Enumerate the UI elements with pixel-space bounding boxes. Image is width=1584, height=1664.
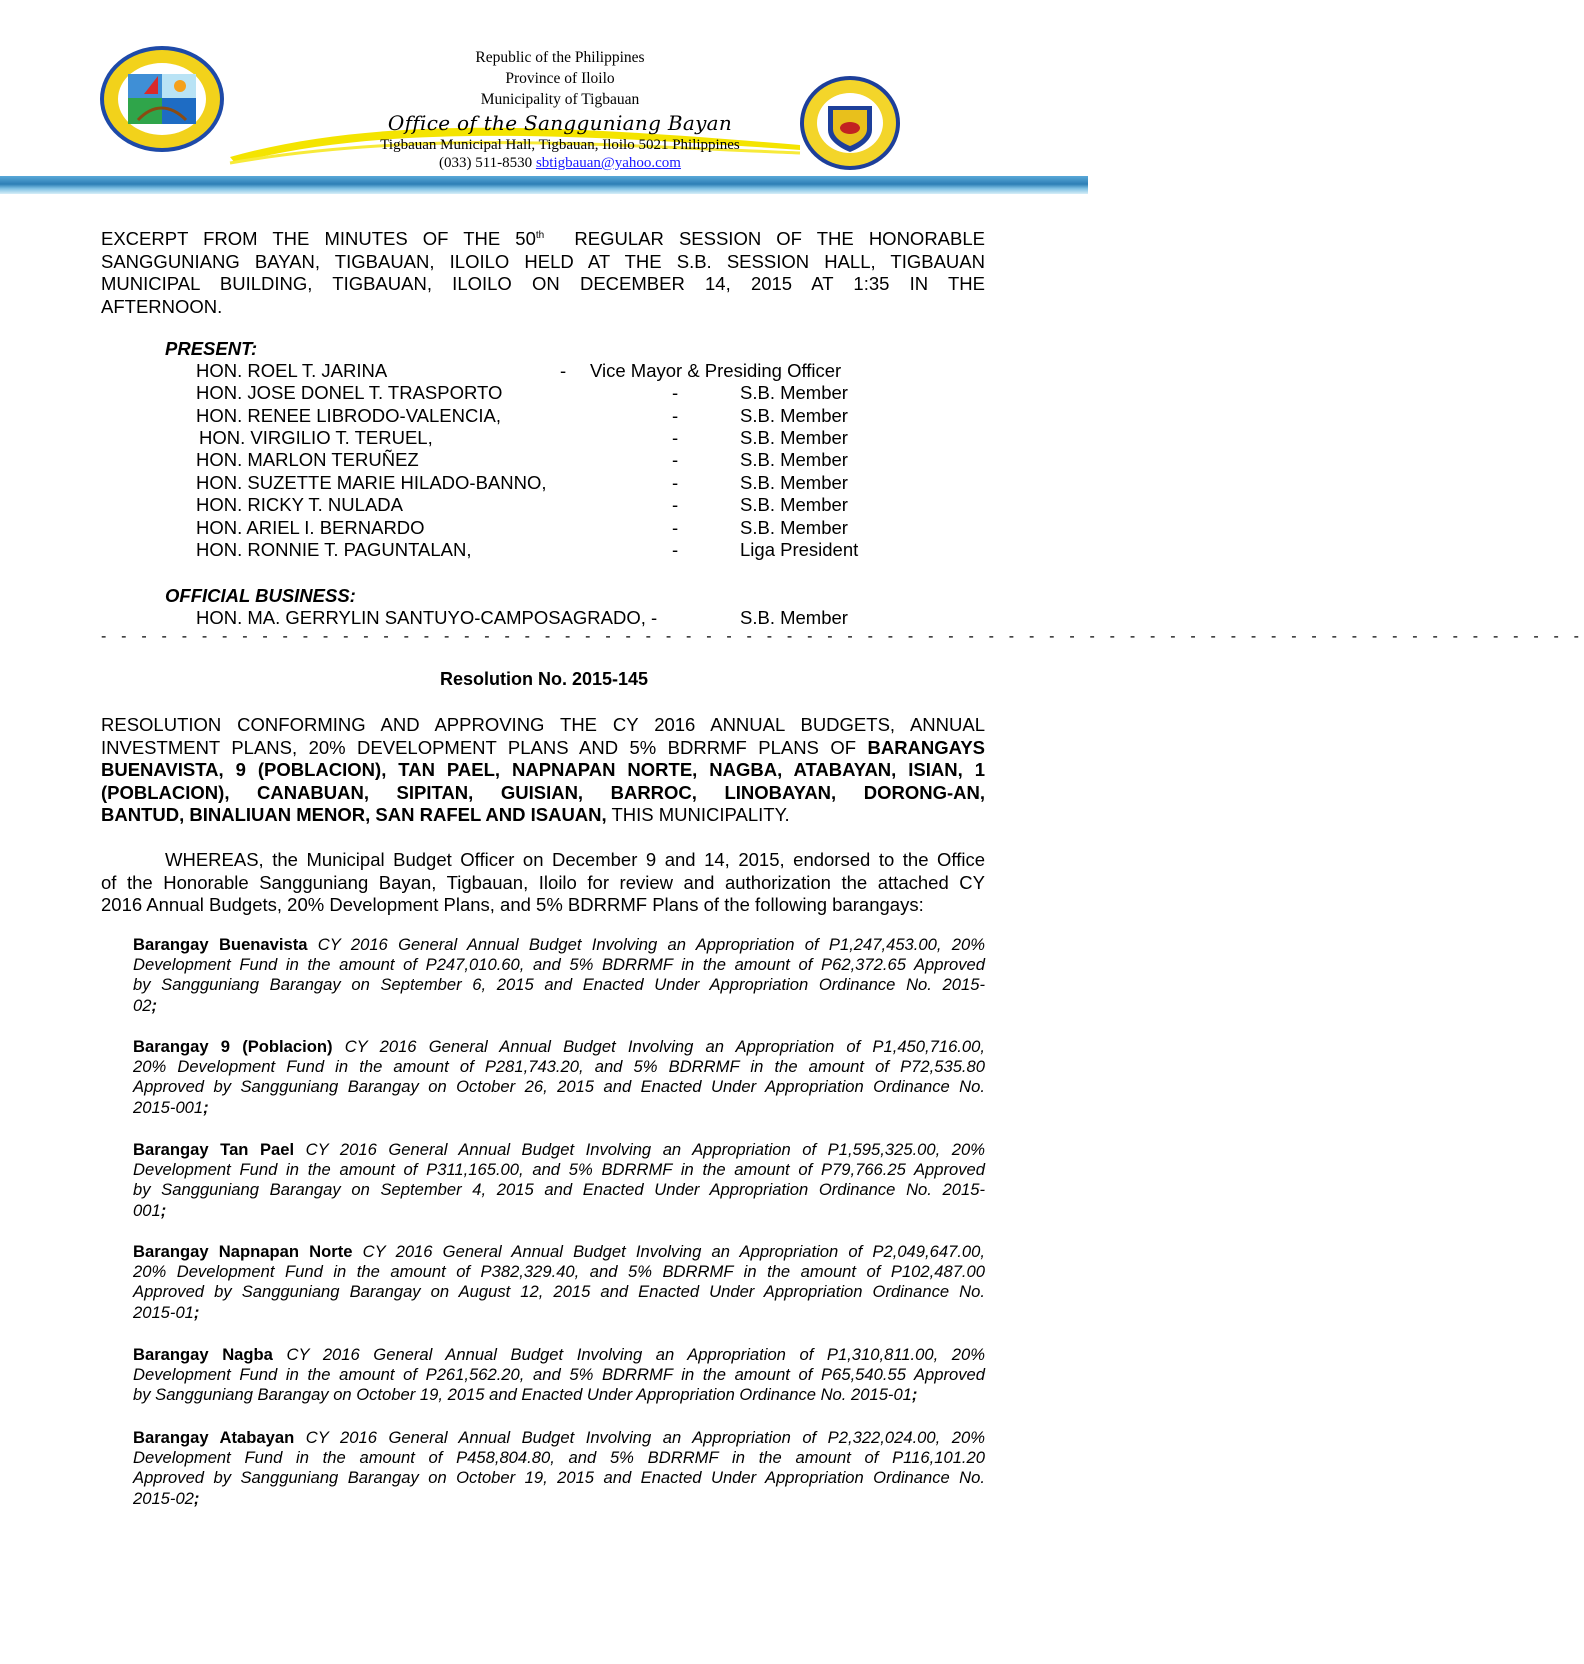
entry-text: CY 2016 General Annual Budget Involving an Appropriation of P1,595,325.00, 20%	[294, 1140, 985, 1159]
header-contact	[300, 154, 820, 172]
excerpt-line: SANGGUNIANG BAYAN, TIGBAUAN, ILOILO HELD AT THE S.B. SESSION HALL, TIGBAUAN	[101, 250, 985, 272]
office-title: Office of the Sangguniang Bayan	[387, 111, 733, 135]
excerpt-line: EXCERPT FROM THE MINUTES OF THE 50th REGULAR SESSION OF THE HONORABLE	[101, 228, 985, 250]
whereas-line: WHEREAS, the Municipal Budget Officer on December 9 and 14, 2015, endorsed to the Office	[165, 849, 985, 870]
entry-line: Development Fund in the amount of P311,165.00, and 5% BDRRMF in the amount of P79,766.25 Approved	[133, 1160, 985, 1180]
entry-terminator: ;	[151, 995, 157, 1015]
header-email-link[interactable]: sbtigbauan@yahoo.com	[535, 155, 681, 171]
entry-line: Approved by Sangguniang Barangay on October 19, 2015 and Enacted Under Appropriation Ordinance No.	[133, 1468, 985, 1488]
entry-line	[133, 1140, 985, 1160]
whereas-paragraph	[101, 849, 985, 917]
barangay-entry	[133, 1140, 985, 1221]
barangay-entry	[133, 1428, 985, 1509]
member-dash: -	[560, 360, 567, 381]
entry-text: by Sangguniang Barangay on October 19, 2015 and Enacted Under Appropriation Ordinance No. 2015-01	[133, 1385, 912, 1405]
entry-terminator: ;	[193, 1302, 200, 1322]
entry-line: 20% Development Fund in the amount of P281,743.20, and 5% BDRRMF in the amount of P72,535.80	[133, 1057, 985, 1077]
entry-line	[133, 935, 985, 955]
barangay-entry	[133, 1242, 985, 1323]
entry-line: Development Fund in the amount of P261,562.20, and 5% BDRRMF in the amount of P65,540.55 Approved	[133, 1365, 985, 1385]
header-rule	[0, 176, 1088, 194]
barangay-name: Barangay Nagba	[133, 1345, 273, 1364]
member-dash: -	[672, 494, 679, 515]
entry-text: CY 2016 General Annual Budget Involving an Appropriation of P1,310,811.00, 20%	[272, 1345, 986, 1364]
official-business-heading: OFFICIAL BUSINESS:	[165, 585, 356, 606]
entry-terminator: ;	[160, 1200, 167, 1220]
barangay-name: Barangay Napnapan Norte	[133, 1242, 353, 1261]
entry-text: 2015-001	[133, 1097, 204, 1117]
entry-text: CY 2016 General Annual Budget Involving an Appropriation of P1,450,716.00,	[332, 1037, 985, 1056]
entry-line	[133, 1345, 985, 1365]
member-name: HON. VIRGILIO T. TERUEL,	[199, 427, 433, 448]
barangay-name: Barangay 9 (Poblacion)	[133, 1037, 333, 1056]
title-line: (POBLACION), CANABUAN, SIPITAN, GUISIAN, BARROC, LINOBAYAN, DORONG-AN,	[101, 781, 985, 803]
member-role: Vice Mayor & Presiding Officer	[590, 360, 842, 381]
entry-line	[133, 1037, 985, 1057]
header-municipality: Municipality of Tigbauan	[480, 91, 640, 108]
entry-line	[133, 1242, 985, 1262]
entry-line	[133, 1098, 209, 1117]
entry-text: CY 2016 General Annual Budget Involving an Appropriation of P1,247,453.00, 20%	[307, 935, 985, 954]
excerpt-paragraph	[101, 225, 985, 318]
barangay-name: Barangay Atabayan	[133, 1428, 295, 1447]
member-name: HON. RICKY T. NULADA	[196, 494, 403, 515]
header-republic: Republic of the Philippines	[475, 49, 645, 66]
member-name: HON. ARIEL I. BERNARDO	[196, 517, 425, 538]
member-dash: -	[672, 539, 679, 560]
resolution-number: Resolution No. 2015-145	[439, 669, 649, 689]
entry-line: Development Fund in the amount of P458,804.80, and 5% BDRRMF in the amount of P116,101.20	[133, 1448, 985, 1468]
barangay-entry	[133, 1345, 985, 1406]
member-role: S.B. Member	[740, 405, 848, 426]
official-business-name: HON. MA. GERRYLIN SANTUYO-CAMPOSAGRADO, -	[196, 607, 658, 628]
member-name: HON. ROEL T. JARINA	[196, 360, 388, 381]
member-name: HON. JOSE DONEL T. TRASPORTO	[196, 382, 503, 403]
member-dash: -	[672, 449, 679, 470]
header-address: Tigbauan Municipal Hall, Tigbauan, Iloilo 5021 Philippines	[380, 137, 740, 153]
entry-terminator: ;	[193, 1488, 200, 1508]
entry-line: Approved by Sangguniang Barangay on August 12, 2015 and Enacted Under Appropriation Ordinance No.	[133, 1282, 985, 1302]
title-line: BANTUD, BINALIUAN MENOR, SAN RAFEL AND ISAUAN, THIS MUNICIPALITY.	[101, 804, 790, 825]
member-name: HON. RENEE LIBRODO-VALENCIA,	[196, 405, 501, 426]
separator-line: - - - - - - - - - - - - - - - - - - - - - - - - - - - - - - - - - - - - - - - - - - - - - - - - - - - - - - - - - - - - - - - - - - - - - - - - - -	[101, 628, 1584, 645]
title-line: INVESTMENT PLANS, 20% DEVELOPMENT PLANS AND 5% BDRRMF PLANS OF BARANGAYS	[101, 736, 985, 758]
entry-text: CY 2016 General Annual Budget Involving an Appropriation of P2,049,647.00,	[352, 1242, 985, 1261]
member-dash: -	[672, 427, 679, 448]
entry-terminator: ;	[203, 1097, 209, 1117]
excerpt-line: AFTERNOON.	[101, 295, 223, 317]
resolution-title	[101, 714, 985, 827]
header-province: Province of Iloilo	[505, 70, 615, 87]
entry-text: CY 2016 General Annual Budget Involving an Appropriation of P2,322,024.00, 20%	[294, 1428, 985, 1447]
entry-line	[133, 1303, 199, 1322]
entry-line	[133, 996, 157, 1015]
barangay-entry	[133, 1037, 985, 1118]
member-role: S.B. Member	[740, 517, 848, 538]
entry-line	[133, 1201, 166, 1220]
whereas-line: of the Honorable Sangguniang Bayan, Tigbauan, Iloilo for review and authorization the attached CY	[101, 871, 985, 893]
member-role: S.B. Member	[740, 427, 848, 448]
present-heading: PRESENT:	[165, 338, 258, 359]
barangay-name: Barangay Tan Pael	[133, 1140, 295, 1159]
member-name: HON. MARLON TERUÑEZ	[196, 449, 419, 470]
member-role: S.B. Member	[740, 472, 848, 493]
entry-text: 2015-02	[133, 1488, 194, 1508]
entry-line: Approved by Sangguniang Barangay on October 26, 2015 and Enacted Under Appropriation Ordinance No.	[133, 1077, 985, 1097]
member-dash: -	[672, 472, 679, 493]
official-business-role: S.B. Member	[740, 607, 848, 628]
member-name: HON. SUZETTE MARIE HILADO-BANNO,	[196, 472, 547, 493]
municipality-seal-icon	[98, 44, 226, 154]
barangay-entry	[133, 935, 985, 1016]
member-name: HON. RONNIE T. PAGUNTALAN,	[196, 539, 472, 560]
title-line: RESOLUTION CONFORMING AND APPROVING THE CY 2016 ANNUAL BUDGETS, ANNUAL	[101, 714, 985, 735]
member-dash: -	[672, 382, 679, 403]
member-dash: -	[672, 517, 679, 538]
entry-line: Development Fund in the amount of P247,010.60, and 5% BDRRMF in the amount of P62,372.65 Approved	[133, 955, 985, 975]
member-dash: -	[672, 405, 679, 426]
member-role: Liga President	[740, 539, 859, 560]
entry-text: 001	[133, 1200, 161, 1220]
member-role: S.B. Member	[740, 494, 848, 515]
entry-line: by Sangguniang Barangay on September 6, 2015 and Enacted Under Appropriation Ordinance No. 2015-	[133, 975, 985, 995]
entry-text: 02	[133, 995, 152, 1015]
barangay-name: Barangay Buenavista	[133, 935, 308, 954]
entry-line	[133, 1385, 917, 1404]
member-role: S.B. Member	[740, 449, 848, 470]
header-phone: (033) 511-8530	[439, 155, 533, 171]
entry-line	[133, 1428, 985, 1448]
title-line: BUENAVISTA, 9 (POBLACION), TAN PAEL, NAPNAPAN NORTE, NAGBA, ATABAYAN, ISIAN, 1	[101, 759, 985, 780]
entry-line: by Sangguniang Barangay on September 4, 2015 and Enacted Under Appropriation Ordinance No. 2015-	[133, 1180, 985, 1200]
entry-line: 20% Development Fund in the amount of P382,329.40, and 5% BDRRMF in the amount of P102,487.00	[133, 1262, 985, 1282]
entry-terminator: ;	[911, 1385, 918, 1405]
entry-text: 2015-01	[133, 1302, 194, 1322]
excerpt-line: MUNICIPAL BUILDING, TIGBAUAN, ILOILO ON DECEMBER 14, 2015 AT 1:35 IN THE	[101, 273, 985, 295]
whereas-line: 2016 Annual Budgets, 20% Development Plans, and 5% BDRRMF Plans of the following barangays:	[101, 894, 924, 915]
entry-line	[133, 1489, 199, 1508]
member-role: S.B. Member	[740, 382, 848, 403]
